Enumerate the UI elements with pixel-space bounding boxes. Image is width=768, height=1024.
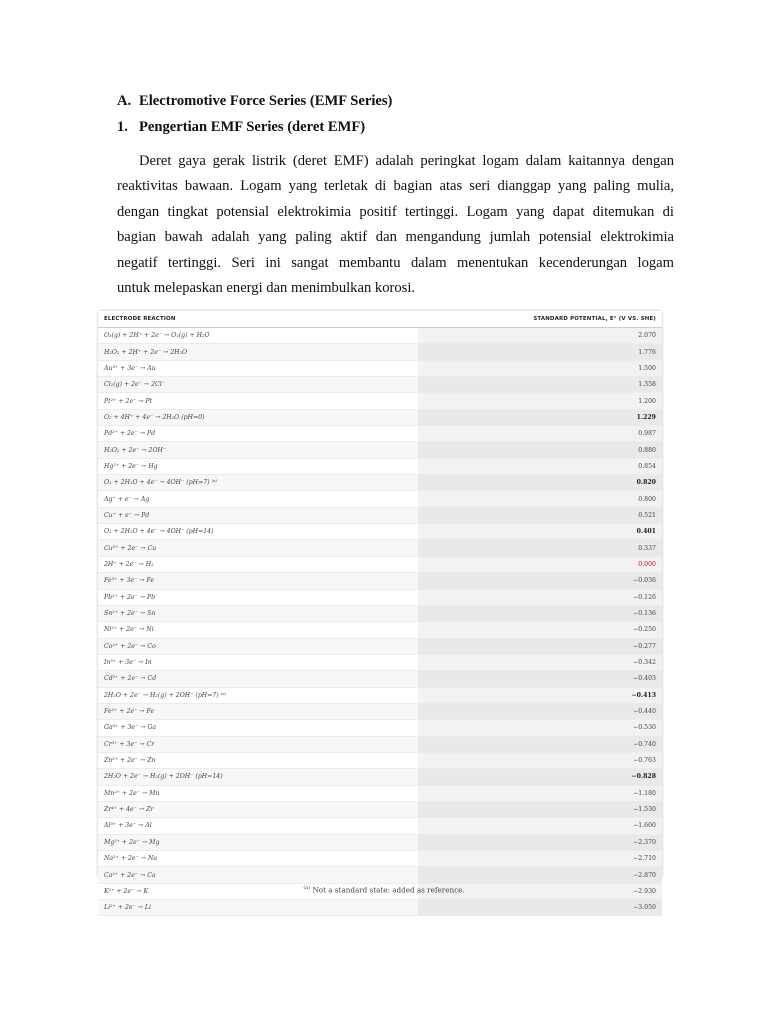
electrode-reaction-cell: H₂O₂ + 2e⁻ → 2OH⁻ [98, 442, 418, 458]
standard-potential-cell: −0.530 [418, 720, 662, 736]
standard-potential-cell: −0.277 [418, 638, 662, 654]
electrode-reaction-cell: Al³⁺ + 3e⁻ → Al [98, 818, 418, 834]
table-row [98, 393, 662, 409]
subsection-number: 1. [117, 119, 128, 135]
electrode-reaction-cell: Na²⁺ + 2e⁻ → Na [98, 851, 418, 867]
section-heading-a [117, 93, 392, 110]
standard-potential-cell: −2.930 [418, 883, 662, 899]
table-row [98, 328, 662, 344]
electrode-reaction-cell: Ag⁺ + e⁻ → Ag [98, 491, 418, 507]
electrode-reaction-cell: Fe³⁺ + 3e⁻ → Fe [98, 573, 418, 589]
table-row [98, 458, 662, 474]
subsection-heading-1 [117, 119, 365, 136]
table-row [98, 851, 662, 867]
electrode-reaction-cell: Ga³⁺ + 3e⁻ → Ga [98, 720, 418, 736]
table-row [98, 736, 662, 752]
electrode-reaction-cell: Mg²⁺ + 2e⁻ → Mg [98, 834, 418, 850]
standard-potential-cell: −0.828 [418, 769, 662, 785]
electrode-reaction-cell: Pd²⁺ + 2e⁻ → Pd [98, 426, 418, 442]
electrode-reaction-cell: In³⁺ + 3e⁻ → In [98, 654, 418, 670]
standard-potential-cell: −1.530 [418, 801, 662, 817]
paragraph-line: reaktivitas bawaan. Logam yang terletak di bagian atas seri dianggap yang paling mulia, [117, 178, 674, 195]
electrode-reaction-cell: O₃(g) + 2H⁺ + 2e⁻ → O₂(g) + H₂O [98, 328, 418, 344]
electrode-reaction-cell: Hg²⁺ + 2e⁻ → Hg [98, 458, 418, 474]
table-footnote [0, 885, 768, 894]
electrode-reaction-cell: Pb²⁺ + 2e⁻ → Pb [98, 589, 418, 605]
electrode-reaction-cell: Ca²⁺ + 2e⁻ → Ca [98, 867, 418, 883]
electrode-reaction-cell: 2H⁺ + 2e⁻ → H₂ [98, 556, 418, 572]
column-header-reaction: ELECTRODE REACTION [98, 311, 418, 328]
table-row [98, 752, 662, 768]
electrode-reaction-cell: Zn²⁺ + 2e⁻ → Zn [98, 752, 418, 768]
footnote-marker: (a) [303, 885, 311, 891]
standard-potential-cell: −0.403 [418, 671, 662, 687]
standard-potential-cell: 0.987 [418, 426, 662, 442]
table-row [98, 442, 662, 458]
electrode-reaction-cell: O₂ + 2H₂O + 4e⁻ → 4OH⁻ (pH=14) [98, 524, 418, 540]
table-row [98, 654, 662, 670]
table-row [98, 573, 662, 589]
paragraph-line: negatif tertinggi. Seri ini sangat membantu dalam menentukan kecenderungan logam [117, 254, 674, 271]
standard-potential-cell: −0.036 [418, 573, 662, 589]
table-row [98, 491, 662, 507]
standard-potential-cell: 0.820 [418, 475, 662, 491]
table-row [98, 769, 662, 785]
electrode-reaction-cell: Zr⁴⁺ + 4e⁻ → Zr [98, 801, 418, 817]
table-header-row [98, 311, 662, 328]
table-row [98, 426, 662, 442]
table-row [98, 900, 662, 916]
standard-potential-cell: −2.870 [418, 867, 662, 883]
table-row [98, 720, 662, 736]
section-number: A. [117, 93, 132, 109]
table-row [98, 475, 662, 491]
electrode-reaction-cell: O₂ + 2H₂O + 4e⁻ → 4OH⁻ (pH=7) ⁽ᵃ⁾ [98, 475, 418, 491]
standard-potential-cell: 0.337 [418, 540, 662, 556]
table-row [98, 360, 662, 376]
standard-potential-cell: 0.880 [418, 442, 662, 458]
table-row [98, 622, 662, 638]
standard-potential-cell: 1.776 [418, 344, 662, 360]
standard-potential-cell: −2.710 [418, 851, 662, 867]
standard-potential-cell: −0.126 [418, 589, 662, 605]
table-row [98, 556, 662, 572]
table-row [98, 671, 662, 687]
table-row [98, 703, 662, 719]
paragraph-line: dengan tingkat potensial elektrokimia positif tertinggi. Logam yang dapat ditemukan di [117, 203, 674, 220]
electrode-reaction-cell: K²⁺ + 2e⁻ → K [98, 883, 418, 899]
paragraph-line: bagian bawah adalah yang paling aktif dan mengandung jumlah potensial elektrokimia [117, 229, 674, 246]
standard-potential-cell: −0.342 [418, 654, 662, 670]
electrode-reaction-cell: Ni²⁺ + 2e⁻ → Ni [98, 622, 418, 638]
standard-potential-cell: −1.660 [418, 818, 662, 834]
standard-potential-cell: 0.800 [418, 491, 662, 507]
electrode-reaction-cell: Cl₂(g) + 2e⁻ → 2Cl⁻ [98, 377, 418, 393]
paragraph-line: Deret gaya gerak listrik (deret EMF) adalah peringkat logam dalam kaitannya dengan [139, 153, 674, 169]
electrode-reaction-cell: Fe²⁺ + 2e⁻ → Fe [98, 703, 418, 719]
standard-potential-cell: 0.000 [418, 556, 662, 572]
standard-potential-cell: 0.401 [418, 524, 662, 540]
electrode-reaction-cell: O₂ + 4H⁺ + 4e⁻ → 2H₂O (pH=0) [98, 409, 418, 425]
standard-potential-cell: 2.070 [418, 328, 662, 344]
standard-potential-cell: −1.180 [418, 785, 662, 801]
standard-potential-cell: −0.440 [418, 703, 662, 719]
column-header-potential: STANDARD POTENTIAL, E° (V VS. SHE) [418, 311, 662, 328]
electrode-reaction-cell: H₂O₂ + 2H⁺ + 2e⁻ → 2H₂O [98, 344, 418, 360]
table-row [98, 507, 662, 523]
standard-potential-cell: 0.854 [418, 458, 662, 474]
table-row [98, 687, 662, 703]
standard-potential-cell: −0.136 [418, 605, 662, 621]
standard-potential-cell: −2.370 [418, 834, 662, 850]
electrode-reaction-cell: Cr³⁺ + 3e⁻ → Cr [98, 736, 418, 752]
electrode-reaction-cell: Cd²⁺ + 2e⁻ → Cd [98, 671, 418, 687]
electrode-reaction-cell: Pt²⁺ + 2e⁻ → Pt [98, 393, 418, 409]
electrode-reaction-cell: Cu⁺ + e⁻ → Pd [98, 507, 418, 523]
table-row [98, 589, 662, 605]
standard-potential-cell: 1.500 [418, 360, 662, 376]
table-row [98, 524, 662, 540]
body-paragraph [117, 149, 674, 301]
standard-potential-cell: −3.050 [418, 900, 662, 916]
electrode-reaction-cell: 2H₂O + 2e⁻ → H₂(g) + 2OH⁻ (pH=14) [98, 769, 418, 785]
standard-potential-cell: −0.740 [418, 736, 662, 752]
standard-potential-cell: 1.200 [418, 393, 662, 409]
electrode-reaction-cell: 2H₂O + 2e⁻ → H₂(g) + 2OH⁻ (pH=7) ⁽ᵃ⁾ [98, 687, 418, 703]
table-row [98, 834, 662, 850]
table-row [98, 409, 662, 425]
standard-potential-cell: 1.229 [418, 409, 662, 425]
electrode-reaction-cell: Co²⁺ + 2e⁻ → Co [98, 638, 418, 654]
standard-potential-cell: −0.763 [418, 752, 662, 768]
electrode-reaction-cell: Au³⁺ + 3e⁻ → Au [98, 360, 418, 376]
table-row [98, 801, 662, 817]
table-row [98, 605, 662, 621]
standard-potential-cell: −0.413 [418, 687, 662, 703]
electrode-reaction-cell: Mn²⁺ + 2e⁻ → Mn [98, 785, 418, 801]
table-row [98, 818, 662, 834]
emf-series-table [98, 311, 662, 916]
table-row [98, 785, 662, 801]
table-row [98, 638, 662, 654]
paragraph-line: untuk melepaskan energi dan menimbulkan korosi. [117, 279, 416, 296]
subsection-title: Pengertian EMF Series (deret EMF) [139, 119, 366, 135]
table-row [98, 344, 662, 360]
table-row [98, 540, 662, 556]
table-row [98, 867, 662, 883]
electrode-reaction-cell: Sn²⁺ + 2e⁻ → Sn [98, 605, 418, 621]
standard-potential-cell: −0.250 [418, 622, 662, 638]
footnote-text: Not a standard state: added as reference. [310, 885, 465, 895]
table-row [98, 377, 662, 393]
table-body [98, 328, 662, 916]
section-title: Electromotive Force Series (EMF Series) [139, 93, 393, 109]
electrode-reaction-cell: Li²⁺ + 2e⁻ → Li [98, 900, 418, 916]
standard-potential-cell: 1.358 [418, 377, 662, 393]
standard-potential-cell: 0.521 [418, 507, 662, 523]
electrode-reaction-cell: Cu²⁺ + 2e⁻ → Cu [98, 540, 418, 556]
